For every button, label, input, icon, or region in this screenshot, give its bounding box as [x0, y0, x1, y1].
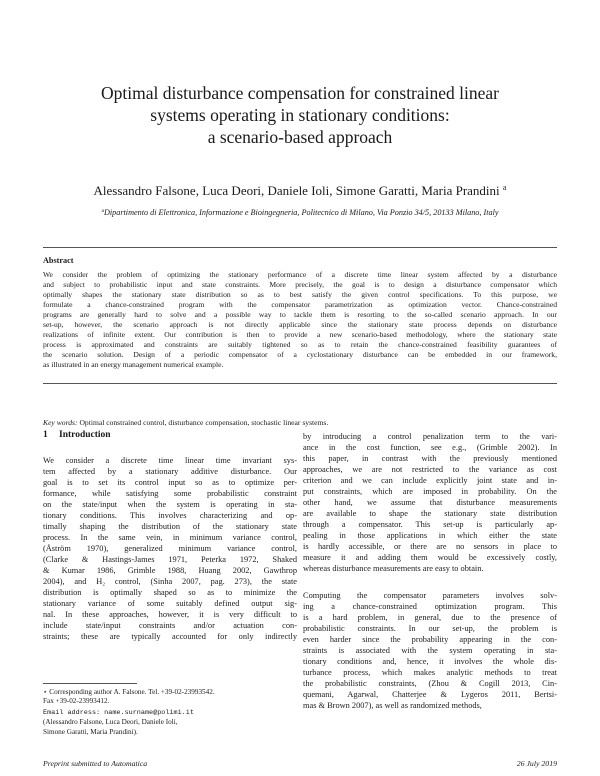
keywords	[43, 418, 328, 427]
authors-text: Alessandro Falsone, Luca Deori, Daniele Ioli, Simone Garatti, Maria Prandini	[93, 183, 500, 198]
author-list	[30, 183, 570, 199]
body-line: other hand, we assume that disturbance measurements	[303, 498, 557, 507]
body-line: tem affected by a stationary additive disturbance. Our	[43, 467, 297, 476]
body-line: Computing the compensator parameters involves solv-	[303, 591, 557, 600]
title-line: systems operating in stationary conditions:	[150, 105, 450, 125]
body-line: straints is associated with the system operating in sta-	[303, 646, 557, 655]
body-line: measure it and adding them would be excessively costly,	[303, 553, 557, 562]
title-line: a scenario-based approach	[207, 127, 393, 147]
body-line: 2004), and H₂ control, (Sinha 2007, pag. 273), the state	[43, 577, 297, 586]
section-number: 1	[43, 430, 48, 440]
keywords-label: Key words:	[43, 418, 78, 427]
body-line: tionary conditions. This involves characterizing and op-	[43, 511, 297, 520]
abstract-line: We consider the problem of optimizing the stationary performance of a discrete time linear system affected by a disturbance	[43, 270, 557, 279]
body-line: distribution is optimally shaped so as to minimize the	[43, 588, 297, 597]
footnote-line: Simone Garatti, Maria Prandini).	[43, 728, 138, 736]
paper-title	[40, 82, 560, 148]
section-heading	[43, 430, 111, 440]
body-line: (Clarke & Hastings-James 1971, Peterka 1972, Shaked	[43, 555, 297, 564]
footnote-email-text: Email address: name.surname@polimi.it	[43, 709, 194, 717]
footer-preprint-note: Preprint submitted to Automatica	[43, 759, 148, 768]
body-line: stationary variance of some suitably defined output sig-	[43, 599, 297, 608]
body-line: this paper, in contrast with the previously mentioned	[303, 454, 557, 463]
abstract-line: set-up, however, the scenario approach is not directly applicable since the stationary state process depends on disturbance	[43, 320, 557, 329]
body-line: goal is to set its control input so as to optimize per-	[43, 478, 297, 487]
abstract-line: and subject to probabilistic input and state constraints. More precisely, the goal is to design a disturbance compensator which	[43, 280, 557, 289]
body-line: whereas disturbance measurements are easy to obtain.	[303, 564, 484, 573]
footnote-line: ⋆ Corresponding author A. Falsone. Tel. +39-02-23993542.	[43, 688, 215, 696]
body-line: on the state/input when the system is operating in sta-	[43, 500, 297, 509]
title-line: Optimal disturbance compensation for constrained linear	[101, 83, 499, 103]
body-line: approaches, we are not restricted to the variance as cost	[303, 465, 557, 474]
body-line: ance in the cost function, see e.g., (Grimble 2002). In	[303, 443, 557, 452]
body-line: by introducing a control penalization term to the vari-	[303, 432, 557, 441]
body-line: turbance process, which makes analytic methods to treat	[303, 668, 557, 677]
abstract-line: programs are generally hard to solve and a possible way to tackle them is resorting to the so-called scenario approach. In our	[43, 310, 557, 319]
footnote-email	[43, 708, 297, 719]
body-line: & Kumar 1986, Grimble 1988, Huang 2002, Gawthrop	[43, 566, 297, 575]
body-line: We consider a discrete time linear time invariant sys-	[43, 456, 297, 465]
footer-date: 26 July 2019	[516, 759, 557, 768]
abstract-line: formulate a chance-constrained program with the compensator parametrization as optimization vector. Chance-constrained	[43, 300, 557, 309]
footnote-rule	[43, 683, 137, 684]
abstract-line: as illustrated in an energy management numerical example.	[43, 360, 224, 369]
body-line: nal. In these approaches, however, it is very difficult to	[43, 610, 297, 619]
body-line: pealing in those applications in which either the state	[303, 531, 557, 540]
body-line: tionary conditions and, hence, it involves the whole dis-	[303, 657, 557, 666]
footnote-line: (Alessandro Falsone, Luca Deori, Daniele Ioli,	[43, 718, 178, 726]
abstract-line: realizations of infinite extent. Our contribution is then to provide a new scenario-based methodology, where the stationary state	[43, 330, 557, 339]
abstract-bottom-rule	[43, 383, 557, 384]
body-line: probabilistic constraints. In our set-up, the problem is	[303, 624, 557, 633]
body-line: put constraints, which are imposed in probability. On the	[303, 487, 557, 496]
abstract-heading: Abstract	[43, 256, 74, 265]
body-line: even harder since the probability appearing in the con-	[303, 635, 557, 644]
body-line: timally shaping the distribution of the stationary state	[43, 522, 297, 531]
body-line: straints; these are typically accounted for only indirectly	[43, 632, 297, 641]
abstract-line: optimally shapes the stationary state distribution so as to best satisfy the given control specifications. To this purpose, we	[43, 290, 557, 299]
section-title: Introduction	[59, 430, 111, 440]
affiliation-text: Dipartimento di Elettronica, Informazione e Bioingegneria, Politecnico di Milano, Via Ponzio 34/5, 20133 Milano, Italy	[103, 208, 499, 217]
body-line: ing a chance-constrained optimization program. This	[303, 602, 557, 611]
author-affiliation-mark: a	[502, 183, 507, 192]
body-line: formance, while satisfying some probabilistic constraint	[43, 489, 297, 498]
abstract-line: the scenario solution. Design of a periodic compensator of a cyclostationary disturbance can be embedded in our framework,	[43, 350, 557, 359]
body-line: quemani, Agarwal, Chatterjee & Lygeros 2011, Bertsi-	[303, 690, 557, 699]
abstract-top-rule	[43, 247, 557, 248]
affiliation	[30, 208, 570, 217]
body-line: (Åström 1970), generalized minimum variance control,	[43, 544, 297, 553]
body-line: process. In the same vein, in minimum variance control,	[43, 533, 297, 542]
body-line: include state/input constraints and/or actuation con-	[43, 621, 297, 630]
body-line: through a compensator. This set-up is particularly ap-	[303, 520, 557, 529]
body-line: criterion and we can include explicitly joint state and in-	[303, 476, 557, 485]
body-line: the probabilistic constraints, (Zhou & Cogill 2013, Cin-	[303, 679, 557, 688]
body-line: are available to shape the stationary state distribution	[303, 509, 557, 518]
body-line: mas & Brown 2007), as well as randomized methods,	[303, 701, 482, 710]
affiliation-mark: a	[101, 208, 104, 214]
body-line: is a hard problem, in general, due to the presence of	[303, 613, 557, 622]
footnote-line: Fax +39-02-23993412.	[43, 697, 110, 705]
abstract-line: process is approximated and constraints are suitably tightened so as to retain the chance-constrained feasibility guarantees of	[43, 340, 557, 349]
body-line: is hardly accessible, or there are no sensors in place to	[303, 542, 557, 551]
keywords-text: Optimal constrained control, disturbance compensation, stochastic linear systems.	[79, 418, 329, 427]
